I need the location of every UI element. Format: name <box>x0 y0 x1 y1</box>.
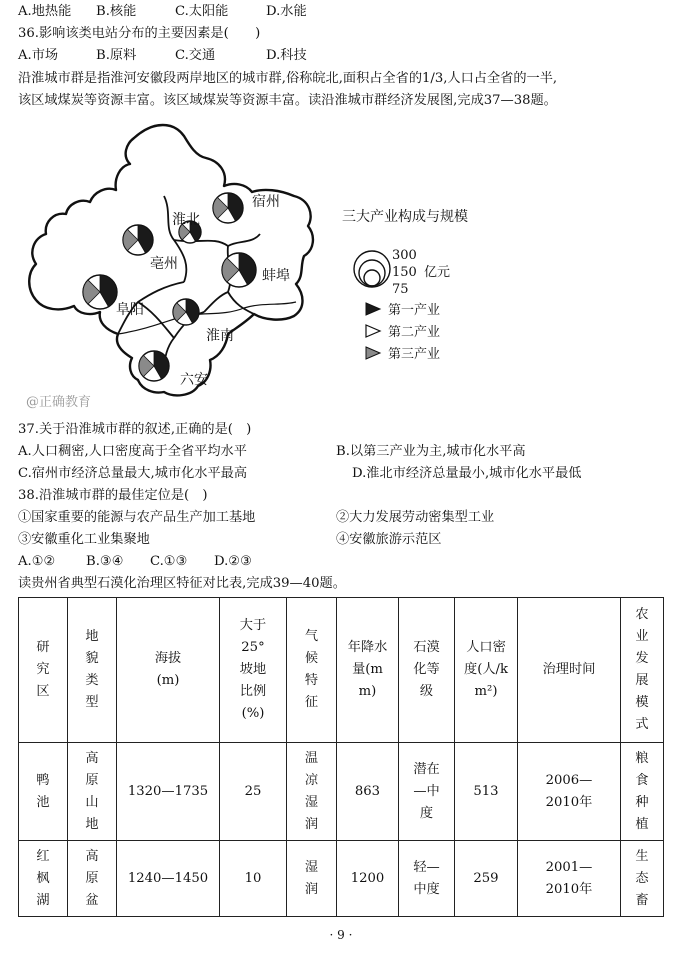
cell-text: 25 <box>244 783 262 799</box>
table-cell <box>621 743 664 841</box>
table-cell <box>68 841 117 917</box>
legend-scale-unit: 亿元 <box>424 265 451 280</box>
q36-option-c: C.交通 <box>175 48 216 63</box>
cell-text: 513 <box>473 783 499 799</box>
q38-item-1: ①国家重要的能源与农产品生产加工基地 <box>18 510 256 525</box>
q38-option-a: A.①② <box>18 554 56 569</box>
header-text: 治理时间 <box>542 662 596 677</box>
q38-stem: 38.沿淮城市群的最佳定位是( ) <box>18 488 208 503</box>
cell-text: 高原盆 <box>85 848 99 908</box>
cell-text: 鸭池 <box>36 772 50 810</box>
city-label-bozhou: 亳州 <box>150 256 178 272</box>
legend-title: 三大产业构成与规模 <box>342 209 468 225</box>
q37-option-b: B.以第三产业为主,城市化水平高 <box>336 444 526 459</box>
watermark: @正确教育 <box>26 395 92 410</box>
cell-text: 1240—1450 <box>127 870 209 886</box>
map-legend <box>340 205 540 375</box>
huai-river-city-map <box>14 116 394 416</box>
city-pie-icon <box>83 275 117 309</box>
table-row <box>19 743 664 841</box>
header-text: 海拔(m) <box>154 651 182 688</box>
table-cell <box>19 743 68 841</box>
q35-option-c: C.太阳能 <box>175 4 229 19</box>
legend-tertiary-icon <box>366 347 380 359</box>
city-label-suzhou: 宿州 <box>252 194 280 210</box>
page-number: · 9 · <box>329 928 353 942</box>
header-text: 农业发展模式 <box>635 607 649 732</box>
city-pie-icon <box>123 225 153 255</box>
header-text: 大于25°坡地比例(%) <box>239 618 267 721</box>
table-cell <box>455 743 518 841</box>
q38-option-c: C.①③ <box>150 554 188 569</box>
table-cell <box>621 841 664 917</box>
table-intro: 读贵州省典型石漠化治理区特征对比表,完成39—40题。 <box>18 576 346 591</box>
legend-scale-circle-small <box>364 270 380 286</box>
table-cell <box>220 841 287 917</box>
header-cell <box>19 598 68 743</box>
cell-text: 高原山地 <box>85 750 99 832</box>
legend-primary-label: 第一产业 <box>388 303 441 318</box>
table-cell <box>399 743 455 841</box>
city-label-huaibei: 淮北 <box>172 212 200 228</box>
table-header-row <box>19 598 664 743</box>
q36-option-b: B.原料 <box>96 48 137 63</box>
cell-text: 潜在—中度 <box>413 761 440 821</box>
header-cell <box>399 598 455 743</box>
q35-option-a: A.地热能 <box>18 4 72 19</box>
city-pie-icon <box>222 253 256 287</box>
q37-option-d: D.淮北市经济总量最小,城市化水平最低 <box>352 466 582 481</box>
q36-option-d: D.科技 <box>266 48 307 63</box>
table-cell <box>337 841 399 917</box>
legend-scale-circle-medium <box>359 260 385 286</box>
legend-secondary-icon <box>366 325 380 337</box>
table-cell <box>287 841 337 917</box>
table-cell <box>399 841 455 917</box>
q38-item-2: ②大力发展劳动密集型工业 <box>336 510 495 525</box>
cell-text: 粮食种植 <box>635 750 649 832</box>
header-cell <box>287 598 337 743</box>
header-text: 人口密度(人/km²) <box>464 640 508 699</box>
table-cell <box>19 841 68 917</box>
cell-text: 红枫湖 <box>36 848 50 908</box>
header-cell <box>220 598 287 743</box>
q38-item-3: ③安徽重化工业集聚地 <box>18 532 150 547</box>
karst-comparison-table <box>18 597 664 917</box>
q38-option-d: D.②③ <box>214 554 252 569</box>
q37-stem: 37.关于沿淮城市群的叙述,正确的是( ) <box>18 422 252 437</box>
table-cell <box>518 841 621 917</box>
q35-option-b: B.核能 <box>96 4 137 19</box>
city-label-fuyang: 阜阳 <box>116 302 144 318</box>
table-cell <box>287 743 337 841</box>
q38-item-4: ④安徽旅游示范区 <box>336 532 442 547</box>
q37-option-c: C.宿州市经济总量最大,城市化水平最高 <box>18 466 248 481</box>
q36-option-a: A.市场 <box>18 48 59 63</box>
cell-text: 2006—2010年 <box>545 772 593 810</box>
city-label-luan: 六安 <box>180 372 208 388</box>
header-cell <box>117 598 220 743</box>
q36-stem: 36.影响该类电站分布的主要因素是( ) <box>18 26 261 41</box>
legend-primary-icon <box>366 303 380 315</box>
legend-scale-value-300: 300 <box>392 248 417 263</box>
table-cell <box>117 841 220 917</box>
cell-text: 温凉湿润 <box>304 750 319 832</box>
table-cell <box>68 743 117 841</box>
q38-option-b: B.③④ <box>86 554 124 569</box>
table-cell <box>337 743 399 841</box>
city-pie-icon <box>139 351 169 381</box>
cell-text: 863 <box>354 783 381 799</box>
city-pie-icon <box>173 299 199 325</box>
cell-text: 259 <box>473 870 499 886</box>
table-row <box>19 841 664 917</box>
table-cell <box>220 743 287 841</box>
cell-text: 2001—2010年 <box>545 859 593 897</box>
cell-text: 生态畜 <box>635 848 649 908</box>
header-text: 气候特征 <box>304 629 319 710</box>
city-pie-icon <box>213 193 243 223</box>
table-cell <box>455 841 518 917</box>
header-text: 石漠化等级 <box>413 640 440 699</box>
header-cell <box>68 598 117 743</box>
cell-text: 1320—1735 <box>127 783 209 799</box>
q37-option-a: A.人口稠密,人口密度高于全省平均水平 <box>18 444 247 459</box>
header-text: 研究区 <box>36 640 50 699</box>
cell-text: 10 <box>244 870 262 886</box>
city-label-huainan: 淮南 <box>206 328 234 344</box>
cell-text: 1200 <box>350 870 385 886</box>
legend-scale-value-150: 150 <box>392 265 417 280</box>
header-text: 地貌类型 <box>85 629 99 710</box>
cell-text: 轻—中度 <box>413 859 440 897</box>
table-cell <box>117 743 220 841</box>
header-cell <box>621 598 664 743</box>
city-label-bengbu: 蚌埠 <box>262 268 290 284</box>
legend-tertiary-label: 第三产业 <box>388 347 441 362</box>
cell-text: 湿润 <box>304 859 319 897</box>
table-cell <box>518 743 621 841</box>
q35-option-d: D.水能 <box>266 4 307 19</box>
header-cell <box>337 598 399 743</box>
legend-secondary-label: 第二产业 <box>388 325 441 340</box>
header-cell <box>518 598 621 743</box>
legend-scale-value-75: 75 <box>392 282 409 297</box>
intro-line-2: 该区域煤炭等资源丰富。该区域煤炭等资源丰富。读沿淮城市群经济发展图,完成37—38题。 <box>18 93 557 108</box>
header-cell <box>455 598 518 743</box>
intro-line-1: 沿淮城市群是指淮河安徽段两岸地区的城市群,俗称皖北,面积占全省的1/3,人口占全省的一半, <box>18 71 558 86</box>
header-text: 年降水量(mm) <box>347 640 388 699</box>
